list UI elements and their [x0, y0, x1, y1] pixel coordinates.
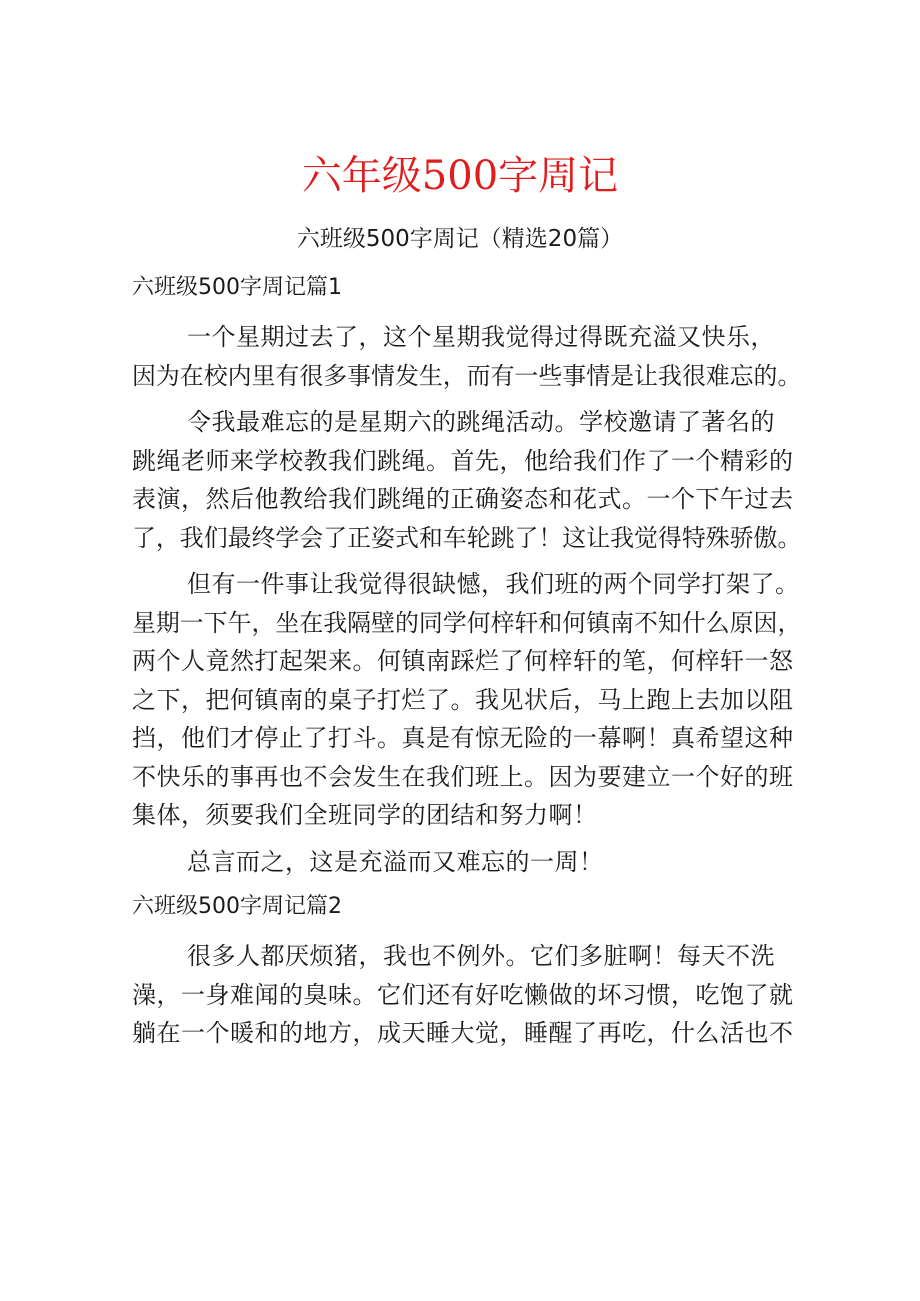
- text-line: 集体，须要我们全班同学的团结和努力啊！: [132, 801, 598, 829]
- section-heading: 六班级500字周记篇1: [132, 275, 342, 300]
- text-line: 跳绳老师来学校教我们跳绳。首先，他给我们作了一个精彩的: [132, 446, 794, 475]
- document-title: 六年级500字周记: [301, 153, 619, 199]
- paragraph: [132, 403, 802, 557]
- paragraph: [132, 843, 802, 882]
- text-line: 一个星期过去了，这个星期我觉得过得既充溢又快乐，: [187, 323, 775, 351]
- text-line: 令我最难忘的是星期六的跳绳活动。学校邀请了著名的: [187, 408, 775, 436]
- document-subtitle: 六班级500字周记（精选20篇）: [296, 226, 624, 252]
- paragraph: [132, 318, 802, 395]
- text-line: 了，我们最终学会了正姿式和车轮跳了！这让我觉得特殊骄傲。: [132, 523, 802, 552]
- text-line: 澡，一身难闻的臭味。它们还有好吃懒做的坏习惯，吃饱了就: [132, 980, 794, 1009]
- text-line: 但有一件事让我觉得很缺憾，我们班的两个同学打架了。: [187, 570, 800, 598]
- text-line: 躺在一个暖和的地方，成天睡大觉，睡醒了再吃，什么活也不: [132, 1019, 794, 1047]
- text-line: 因为在校内里有很多事情发生，而有一些事情是让我很难忘的。: [132, 361, 802, 390]
- text-line: 两个人竟然打起架来。何镇南踩烂了何梓轩的笔，何梓轩一怒: [132, 647, 794, 675]
- text-line: 之下，把何镇南的桌子打烂了。我见状后，马上跑上去加以阻: [132, 685, 794, 714]
- text-line: 不快乐的事再也不会发生在我们班上。因为要建立一个好的班: [132, 762, 794, 791]
- text-line: 很多人都厌烦猪，我也不例外。它们多脏啊！每天不洗: [187, 942, 775, 970]
- document-body: [132, 270, 802, 1061]
- paragraph: [132, 937, 802, 1053]
- section-heading: 六班级500字周记篇2: [132, 894, 342, 919]
- text-line: 挡，他们才停止了打斗。真是有惊无险的一幕啊！真希望这种: [132, 724, 794, 752]
- paragraph: [132, 565, 802, 835]
- text-line: 总言而之，这是充溢而又难忘的一周！: [187, 847, 604, 876]
- text-line: 星期一下午，坐在我隔壁的同学何梓轩和何镇南不知什么原因，: [132, 608, 802, 637]
- text-line: 表演，然后他教给我们跳绳的正确姿态和花式。一个下午过去: [132, 485, 794, 513]
